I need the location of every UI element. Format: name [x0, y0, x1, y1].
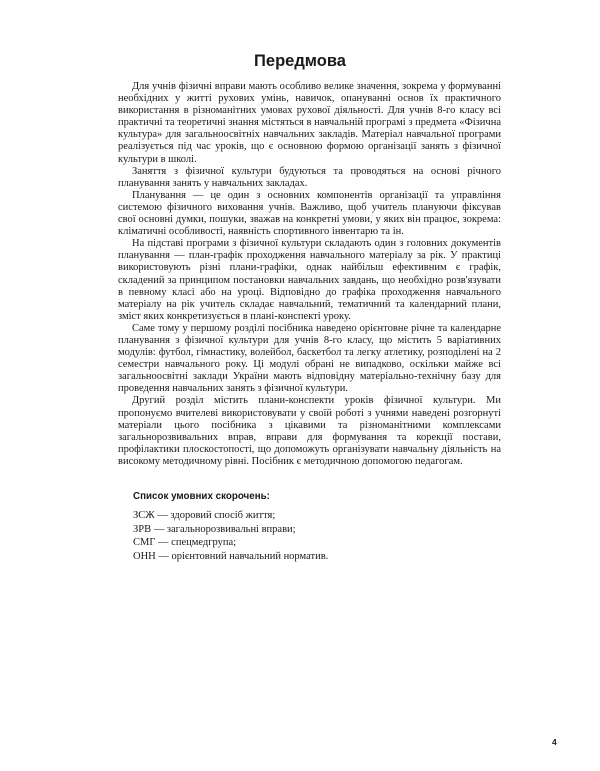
paragraph: Заняття з фізичної культури будуються та проводяться на основі річного планування занять у навчальних закладах.	[118, 165, 501, 189]
paragraph: Другий розділ містить плани-конспекти уроків фізичної культури. Ми пропонуємо вчителеві використовувати у своїй роботі з учнями наведені розгорнуті матеріали цього посібника з цікавими та різноманітними комплексами загальнорозвивальних вправ, вправи для формування та корекції постави, профілактики плоскостопості, що допоможуть організувати навчальну діяльність на високому методичному рівні. Посібник є методичною допомогою педагогам.	[118, 395, 501, 467]
page-title: Передмова	[254, 52, 346, 70]
abbreviation-item: СМГ — спецмедгрупа;	[133, 537, 237, 548]
abbreviation-item: ЗСЖ — здоровий спосіб життя;	[133, 510, 276, 521]
abbreviation-item: ОНН — орієнтовний навчальний норматив.	[133, 550, 329, 562]
abbreviations-list	[133, 509, 328, 563]
paragraph: Саме тому у першому розділі посібника наведено орієнтовне річне та календарне планування з фізичної культури для учнів 8-го класу, що містить 5 варіативних модулів: футбол, гімнастику, волейбол, баскетбол та легку атлетику, розподілені на 2 семестри навчального року. Ці модулі обрані не випадково, оскільки майже всі загальноосвітні заклади України мають відповідну матеріально-технічну базу для проведення навчальних занять з фізичної культури.	[118, 322, 501, 395]
preface-body	[118, 81, 501, 468]
abbreviation-item: ЗРВ — загальнорозвивальні вправи;	[133, 523, 296, 535]
paragraph: На підставі програми з фізичної культури складають один з головних документів планування — план-графік проходження навчального матеріалу за рік. У практиці використовують різні плани-графіки, однак найбільш ефективним є графік, складений за принципом постановки навчальних завдань, що необхідно розв'язувати в певному класі або на уроці. Відповідно до графіка проходження навчального матеріалу на рік учитель складає навчальний, тематичний та календарний плани, зміст яких конкретизується в плані-конспекті уроку.	[118, 238, 501, 322]
paragraph: Планування — це один з основних компонентів організації та управління системою фізичного виховання учнів. Важливо, щоб учитель плануючи фіксував свої основні думки, пошуки, зважав на конкретні умови, у яких він працює, зокрема: кліматичні особливості, наявність спортивного інвентарю та ін.	[118, 189, 501, 238]
paragraph: Для учнів фізичні вправи мають особливо велике значення, зокрема у формуванні необхідних у житті рухових умінь, навичок, опануванні основ їх практичного використання в різноманітних умовах рухової діяльності. Для учнів 8-го класу всі практичні та теоретичні знання містяться в навчальній програмі з предмета «Фізична культура» для загальноосвітніх навчальних закладів. Матеріал навчальної програми реалізується під час уроків, що є основною формою організації занять з фізичної культури в школі.	[118, 81, 501, 165]
abbreviations-heading: Список умовних скорочень:	[133, 491, 270, 502]
page-number: 4	[552, 737, 557, 747]
